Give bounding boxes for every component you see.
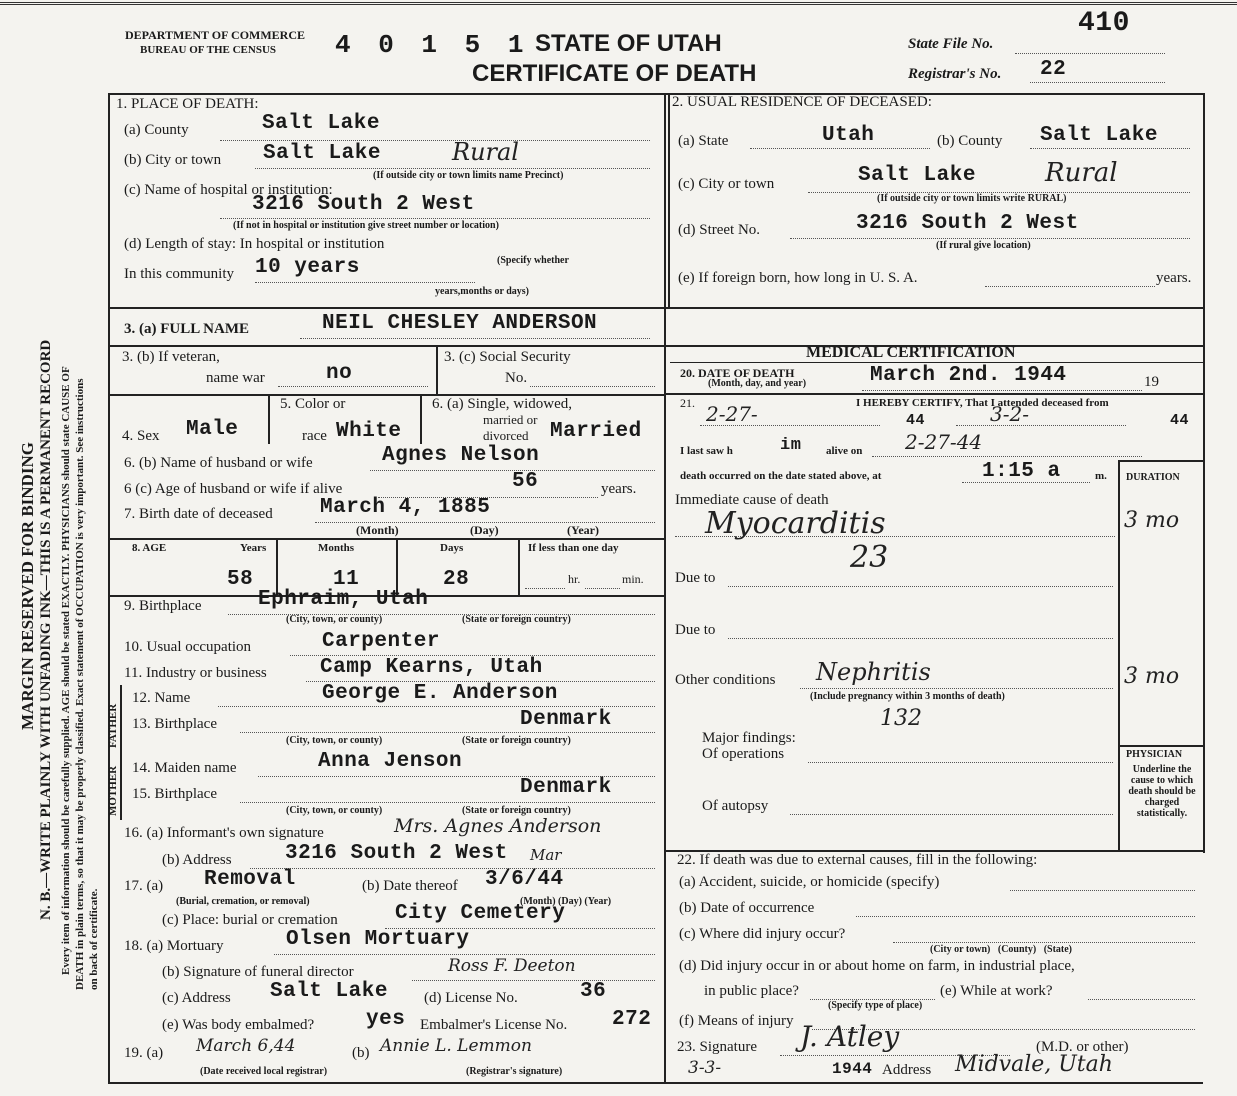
immediate-cause-value: Myocarditis — [705, 506, 886, 541]
ss-no-label: No. — [505, 370, 528, 386]
alive-label: alive on — [826, 445, 863, 457]
frame-row-1 — [108, 307, 1203, 309]
age-min: min. — [622, 572, 644, 586]
embalmed-value: yes — [366, 1008, 406, 1031]
frame-row-age-top — [108, 538, 664, 540]
duration-top — [1118, 460, 1203, 462]
mother-bp-value: Denmark — [520, 776, 612, 799]
informant-signature: Mrs. Agnes Anderson — [394, 815, 602, 837]
mortuary-addr-value: Salt Lake — [270, 980, 388, 1003]
license-value: 36 — [580, 980, 607, 1003]
major-findings-label: Major findings: — [702, 730, 796, 746]
war-value: no — [326, 362, 353, 385]
registrar-sig-label: (b) — [352, 1045, 370, 1061]
specify-note: (Specify whether — [497, 255, 569, 266]
county-value: Salt Lake — [262, 112, 380, 135]
other-conditions-note: (Include pregnancy within 3 months of death) — [810, 691, 1005, 702]
res-city-label: (c) City or town — [678, 176, 775, 192]
received-label: 19. (a) — [124, 1045, 164, 1061]
informant-sig-label: 16. (a) Informant's own signature — [124, 825, 324, 841]
director-label: (b) Signature of funeral director — [162, 964, 354, 980]
duration-divider — [1118, 460, 1120, 850]
external-causes-title: 22. If death was due to external causes, fill in the following: — [677, 852, 1038, 868]
foreign-years: years. — [1156, 270, 1192, 286]
birthplace-note-1: (City, town, or county) — [286, 614, 383, 625]
external-e: (e) While at work? — [940, 983, 1053, 999]
external-d2: in public place? — [704, 983, 799, 999]
sex-value: Male — [186, 418, 239, 441]
marital-label: 6. (a) Single, widowed, — [432, 396, 572, 412]
spouse-value: Agnes Nelson — [382, 444, 540, 467]
emb-license-label: Embalmer's License No. — [420, 1017, 568, 1033]
immediate-duration: 3 mo — [1124, 508, 1180, 533]
birth-label: 7. Birth date of deceased — [124, 506, 273, 522]
signature-label: 23. Signature — [677, 1039, 757, 1055]
received-note: (Date received local registrar) — [200, 1066, 328, 1077]
margin-binding-text: MARGIN RESERVED FOR BINDING — [18, 442, 37, 730]
death-occurred-label: death occurred on the date stated above, at — [680, 470, 882, 482]
burial-place-label: (c) Place: burial or cremation — [162, 912, 338, 928]
marital-value: Married — [550, 420, 642, 443]
immediate-cause-label: Immediate cause of death — [675, 492, 829, 508]
mother-bp-note-1: (City, town, or county) — [286, 805, 383, 816]
external-c-note: (City or town) (County) (State) — [930, 944, 1073, 955]
res-county-value: Salt Lake — [1040, 124, 1158, 147]
registrar-label: Registrar's No. — [908, 66, 1002, 82]
mortuary-addr-label: (c) Address — [162, 990, 231, 1006]
margin-permanent-record-text: N. B.—WRITE PLAINLY WITH UNFADING INK—THIS IS A PERMANENT RECORD — [38, 339, 54, 920]
frame-middle — [664, 93, 666, 1083]
spouse-age-value: 56 — [512, 470, 539, 493]
signature-date: 3-3- — [688, 1058, 722, 1078]
birthplace-label: 9. Birthplace — [124, 598, 202, 614]
signature-year: 1944 — [832, 1060, 873, 1078]
race-label: race — [302, 428, 327, 444]
birth-month-note: (Month) — [356, 523, 399, 537]
cause-codes: 132 — [880, 706, 922, 731]
res-county-label: (b) County — [937, 133, 1003, 149]
community-label: In this community — [124, 266, 234, 282]
other-conditions-value: Nephritis — [816, 658, 931, 686]
certify-number: 21. — [680, 396, 695, 410]
veteran-label: 3. (b) If veteran, — [122, 349, 220, 365]
dod-label: 20. DATE OF DEATH — [680, 366, 795, 380]
informant-addr-label: (b) Address — [162, 852, 232, 868]
age-label: 8. AGE — [132, 542, 167, 554]
underline-note: Underline the cause to which death should be charged statistically. — [1128, 764, 1196, 819]
father-name-label: 12. Name — [132, 690, 191, 706]
external-b: (b) Date of occurrence — [679, 900, 815, 916]
frame-top — [108, 93, 1203, 95]
father-bp-note-2: (State or foreign country) — [462, 735, 571, 746]
res-state-value: Utah — [822, 124, 875, 147]
attended-to: 3-2- — [990, 402, 1029, 426]
mother-name-label: 14. Maiden name — [132, 760, 237, 776]
industry-value: Camp Kearns, Utah — [320, 656, 543, 679]
state-file-label: State File No. — [908, 36, 994, 52]
mother-name-value: Anna Jenson — [318, 750, 463, 773]
state-title: STATE OF UTAH — [535, 30, 722, 57]
frame-bottom — [108, 1082, 1203, 1084]
vet-divider — [436, 345, 438, 394]
saw-value: im — [780, 436, 802, 455]
spouse-age-label: 6 (c) Age of husband or wife if alive — [124, 481, 343, 497]
city-label: (b) City or town — [124, 152, 222, 168]
attended-from-year: 44 — [906, 412, 926, 429]
frame-row-2 — [108, 345, 664, 347]
director-signature: Ross F. Deeton — [448, 956, 576, 976]
birth-year-note: (Year) — [567, 523, 599, 537]
father-bp-label: 13. Birthplace — [132, 716, 217, 732]
burial-place-value: City Cemetery — [395, 902, 566, 925]
physician-address: Midvale, Utah — [955, 1052, 1113, 1077]
death-time: 1:15 a — [982, 460, 1061, 483]
spouse-label: 6. (b) Name of husband or wife — [124, 455, 313, 471]
war-label: name war — [206, 370, 265, 386]
full-name-value: NEIL CHESLEY ANDERSON — [322, 312, 598, 335]
age-years-value: 58 — [227, 568, 254, 591]
res-state-label: (a) State — [678, 133, 729, 149]
county-label: (a) County — [124, 122, 189, 138]
birthplace-note-2: (State or foreign country) — [462, 614, 571, 625]
birth-value: March 4, 1885 — [320, 496, 491, 519]
external-d-note: (Specify type of place) — [828, 1000, 923, 1011]
birthplace-value: Ephraim, Utah — [258, 588, 429, 611]
margin-instructions-2: DEATH in plain terms, so that it may be properly classified. Exact statement of OCCUPATION is very important. See instructions — [74, 378, 86, 990]
age-days-value: 28 — [443, 568, 470, 591]
res-street-label: (d) Street No. — [678, 222, 761, 238]
physician-signature: J. Atley — [800, 1020, 900, 1053]
other-conditions-label: Other conditions — [675, 672, 776, 688]
age-hr: hr. — [568, 572, 581, 586]
father-side-label: FATHER — [107, 703, 119, 748]
frame-row-3 — [108, 394, 664, 396]
father-name-value: George E. Anderson — [322, 682, 558, 705]
residence-title: 2. USUAL RESIDENCE OF DECEASED: — [672, 94, 932, 110]
place-of-death-title: 1. PLACE OF DEATH: — [116, 96, 259, 112]
external-d: (d) Did injury occur in or about home on farm, in industrial place, — [679, 958, 1075, 974]
birth-day-note: (Day) — [470, 523, 499, 537]
emb-license-value: 272 — [612, 1008, 652, 1031]
age-months-header: Months — [318, 542, 355, 554]
md-label: (M.D. or other) — [1036, 1039, 1129, 1055]
attended-from: 2-27- — [706, 402, 758, 426]
license-label: (d) License No. — [424, 990, 518, 1006]
res-city-value: Salt Lake — [858, 164, 976, 187]
saw-label: I last saw h — [680, 445, 733, 457]
due-to-2-label: Due to — [675, 622, 716, 638]
mother-bp-note-2: (State or foreign country) — [462, 805, 571, 816]
external-f: (f) Means of injury — [679, 1013, 794, 1029]
other-duration: 3 mo — [1124, 664, 1180, 689]
received-date: March 6,44 — [196, 1036, 296, 1056]
informant-addr-value: 3216 South 2 West — [285, 842, 508, 865]
mother-bp-label: 15. Birthplace — [132, 786, 217, 802]
removal-date-value: 3/6/44 — [485, 868, 564, 891]
foreign-label: (e) If foreign born, how long in U. S. A. — [678, 270, 918, 286]
hospital-label: (c) Name of hospital or institution: — [124, 182, 333, 198]
marital-label-3: divorced — [483, 428, 529, 443]
color-label: 5. Color or — [280, 396, 346, 412]
frame-middle-double — [668, 93, 670, 308]
bureau-label: BUREAU OF THE CENSUS — [140, 44, 277, 56]
age-days-header: Days — [440, 542, 464, 554]
age-div-2 — [396, 538, 398, 595]
res-street-note: (If rural give location) — [936, 240, 1031, 251]
medical-title: MEDICAL CERTIFICATION — [806, 344, 1016, 361]
age-div-3 — [518, 538, 520, 595]
removal-value: Removal — [204, 868, 296, 891]
med-row-dod — [664, 393, 1203, 395]
dod-value: March 2nd. 1944 — [870, 364, 1067, 387]
operations-label: Of operations — [702, 746, 785, 762]
removal-date-label: (b) Date thereof — [362, 878, 458, 894]
autopsy-label: Of autopsy — [702, 798, 769, 814]
registrar-signature: Annie L. Lemmon — [380, 1036, 532, 1056]
res-street-value: 3216 South 2 West — [856, 212, 1079, 235]
embalmed-label: (e) Was body embalmed? — [162, 1017, 315, 1033]
res-city-handwritten: Rural — [1045, 158, 1118, 188]
external-a: (a) Accident, suicide, or homicide (specify) — [679, 874, 940, 890]
race-value: White — [336, 420, 402, 443]
dept-label: DEPARTMENT OF COMMERCE — [125, 28, 306, 42]
city-value: Salt Lake — [263, 142, 381, 165]
full-name-label: 3. (a) FULL NAME — [124, 321, 249, 337]
ss-label: 3. (c) Social Security — [444, 349, 571, 365]
margin-instructions-3: on back of certificate. — [88, 888, 100, 990]
mother-side-label: MOTHER — [107, 765, 119, 816]
age-months-value: 11 — [333, 568, 360, 591]
industry-label: 11. Industry or business — [124, 665, 267, 681]
alive-date: 2-27-44 — [905, 430, 983, 454]
address-label: Address — [882, 1062, 932, 1078]
occupation-label: 10. Usual occupation — [124, 639, 252, 655]
top-border — [0, 2, 1237, 5]
registrar-value: 22 — [1040, 58, 1067, 81]
age-div-1 — [276, 538, 278, 595]
med-title-underline — [670, 362, 1203, 363]
occupation-value: Carpenter — [322, 630, 440, 653]
removal-date-note: (Month) (Day) (Year) — [520, 896, 612, 907]
state-file-value: 410 — [1078, 8, 1130, 39]
community-value: 10 years — [255, 256, 360, 279]
removal-label: 17. (a) — [124, 878, 164, 894]
age-years-header: Years — [240, 542, 267, 554]
attended-to-year: 44 — [1170, 412, 1190, 429]
registrar-note: (Registrar's signature) — [466, 1066, 563, 1077]
physician-header: PHYSICIAN — [1126, 749, 1183, 760]
father-bp-value: Denmark — [520, 708, 612, 731]
certificate-title: CERTIFICATE OF DEATH — [472, 60, 757, 87]
parents-divider — [120, 685, 122, 820]
death-time-m: m. — [1095, 470, 1107, 482]
mortuary-label: 18. (a) Mortuary — [124, 938, 224, 954]
race-divider — [420, 394, 422, 444]
hospital-value: 3216 South 2 West — [252, 193, 475, 216]
certify-text: I HEREBY CERTIFY, That I attended deceased from — [856, 397, 1109, 409]
sex-label: 4. Sex — [122, 428, 160, 444]
res-city-note: (If outside city or town limits write RURAL) — [877, 193, 1067, 204]
serial-number: 4 0 1 5 1 — [335, 30, 530, 60]
mortuary-value: Olsen Mortuary — [286, 928, 470, 951]
physician-top — [1118, 745, 1203, 747]
hospital-note: (If not in hospital or institution give street number or location) — [233, 220, 499, 231]
spouse-years: years. — [601, 481, 637, 497]
sex-divider — [268, 394, 270, 444]
father-bp-note-1: (City, town, or county) — [286, 735, 383, 746]
external-c: (c) Where did injury occur? — [679, 926, 846, 942]
frame-right — [1203, 93, 1205, 853]
margin-instructions-1: Every item of information should be carefully supplied. AGE should be stated EXACTLY. PHYSICIANS should state CAUSE OF — [60, 366, 72, 975]
stay-label: (d) Length of stay: In hospital or institution — [124, 236, 385, 252]
dod-note: (Month, day, and year) — [708, 378, 807, 389]
removal-note: (Burial, cremation, or removal) — [176, 896, 310, 907]
marital-label-2: married or — [483, 412, 538, 427]
duration-header: DURATION — [1126, 472, 1180, 483]
dod-19: 19 — [1144, 374, 1159, 390]
city-handwritten: Rural — [452, 138, 519, 166]
frame-left — [108, 93, 110, 1083]
city-note: (If outside city or town limits name Precinct) — [373, 170, 564, 181]
age-lt-header: If less than one day — [528, 542, 619, 554]
due-to-1-value: 23 — [850, 540, 889, 575]
due-to-1-label: Due to — [675, 570, 716, 586]
specify-note-2: years,months or days) — [435, 286, 529, 297]
removal-date-handwritten: Mar — [530, 846, 562, 864]
